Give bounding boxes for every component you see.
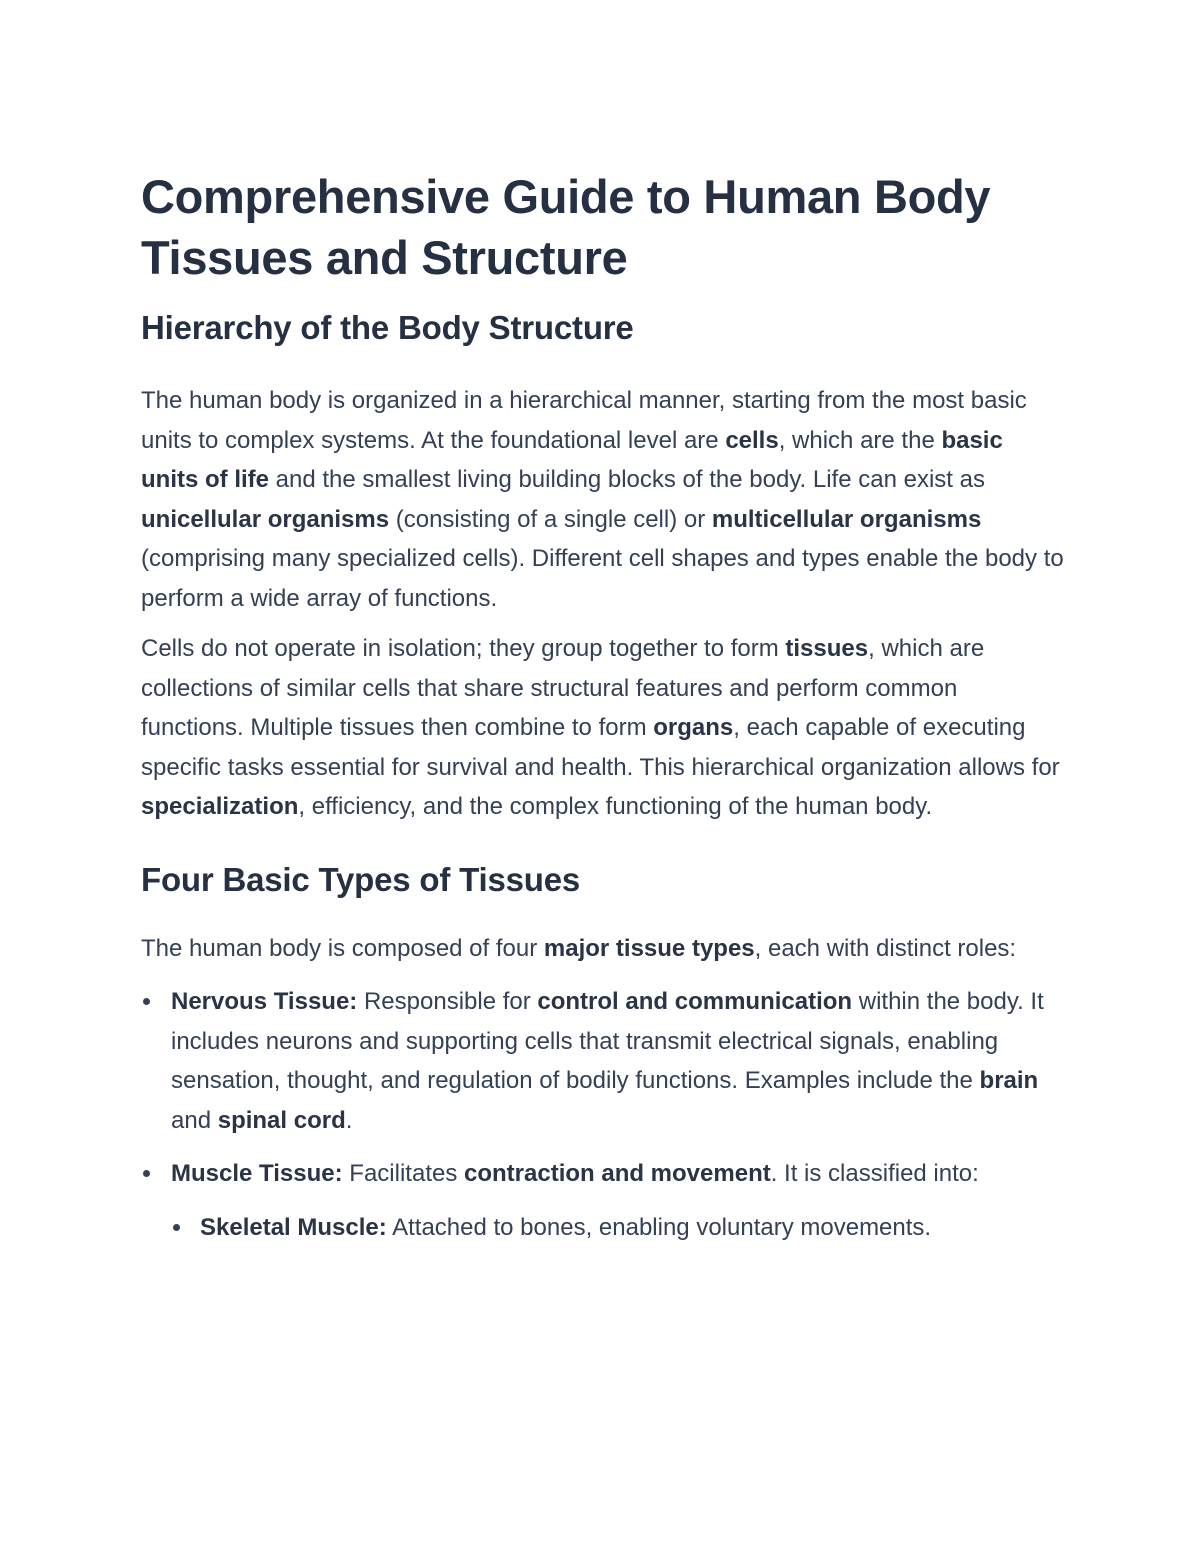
text-run: and [171,1106,218,1134]
text-run: Responsible for [357,988,538,1015]
bullet-icon [143,1170,150,1177]
paragraph-hierarchy-tissues [141,629,1066,827]
bold-term-control-communication: control and communication [537,988,853,1015]
text-run: , each capable of executing specific tasks essential for survival and health. This hierarchical organization allows for [141,714,1060,781]
document-title: Comprehensive Guide to Human Body Tissues and Structure [141,170,991,284]
document-page [141,166,1066,1261]
bullet-icon [143,998,150,1005]
text-run: The human body is organized in a hierarchical manner, starting from the most basic units to complex systems. At the foundational level are [141,387,1027,454]
text-run: (comprising many specialized cells). Different cell shapes and types enable the body to perform a wide array of functions. [141,545,1064,612]
list-item-skeletal-muscle [171,1208,1066,1248]
bold-term-tissues: tissues [785,635,869,662]
tissue-types-list [141,982,1066,1247]
bold-term-cells: cells [725,426,779,454]
text-run: , which are collections of similar cells that share structural features and perform common functions. Multiple tissues then combine to form [141,635,985,741]
list-item-label: Muscle Tissue: [171,1160,343,1187]
bold-term-specialization: specialization [141,793,299,820]
text-run: . It is classified into: [770,1160,979,1187]
text-run: The human body is composed of four [141,934,544,962]
text-run: , which are the [778,426,942,454]
list-item-label: Nervous Tissue: [171,988,358,1015]
list-item-muscle-tissue [141,1154,1066,1247]
bold-term-unicellular: unicellular organisms [141,505,390,533]
text-run: Cells do not operate in isolation; they group together to form [141,635,786,662]
text-run: within the body. It includes neurons and supporting cells that transmit electrical signals, enabling sensation, thought, and regulation of bodily functions. Examples include the [171,988,1044,1094]
list-item-nervous-tissue [141,982,1066,1140]
paragraph-tissue-intro [141,929,1066,969]
bold-term-spinal-cord: spinal cord [217,1106,346,1134]
text-run: . [345,1106,353,1134]
section-heading-hierarchy: Hierarchy of the Body Structure [141,309,634,346]
text-run: , efficiency, and the complex functioning of the human body. [298,793,933,820]
text-run: Attached to bones, enabling voluntary movements. [386,1213,932,1241]
section-heading-tissue-types: Four Basic Types of Tissues [141,860,581,898]
text-run: (consisting of a single cell) or [389,505,712,533]
list-item-label: Skeletal Muscle: [200,1213,387,1241]
muscle-subtypes-list [171,1208,1066,1248]
paragraph-hierarchy-cells [141,381,1066,618]
bullet-icon [173,1224,180,1231]
bold-term-contraction-movement: contraction and movement [464,1160,771,1187]
bold-term-brain: brain [979,1067,1039,1094]
text-run: and the smallest living building blocks of the body. Life can exist as [269,466,985,493]
text-run: , each with distinct roles: [754,934,1017,962]
bold-term-multicellular: multicellular organisms [711,505,982,533]
bold-term-basic-units: basic units of life [141,426,1003,493]
bold-term-major-tissue-types: major tissue types [543,934,755,962]
text-run: Facilitates [342,1160,464,1187]
bold-term-organs: organs [653,714,734,741]
